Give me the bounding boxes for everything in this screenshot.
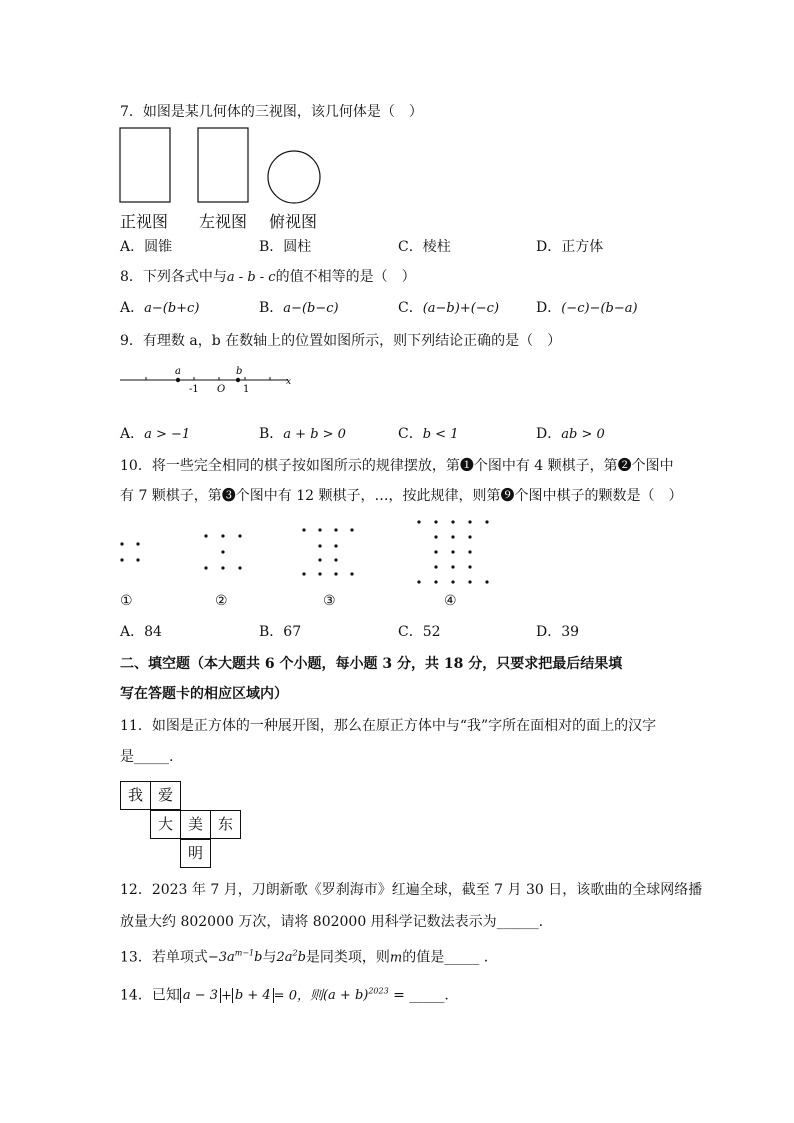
net-cell-dong: 东 [210, 810, 241, 839]
front-view-rect [120, 128, 170, 202]
q8-option-a: A．a−(b+c) [120, 300, 200, 316]
q10-stem-line1: 10．将一些完全相同的棋子按如图所示的规律摆放，第❶个图中有 4 颗棋子，第❷个图中 [120, 458, 674, 474]
q7-option-d: D．正方体 [536, 239, 604, 255]
q9-option-a: A．a > −1 [120, 426, 191, 442]
label-neg1: -1 [189, 384, 199, 395]
pattern-2 [204, 534, 241, 569]
net-cell-da: 大 [150, 810, 181, 839]
q10-option-a: A．84 [120, 624, 162, 640]
label-x: x [286, 377, 292, 387]
label-a: a [175, 366, 181, 377]
q14-abs-2: b + 4 [232, 988, 274, 1003]
top-view-label: 俯视图 [269, 212, 318, 231]
q8-stem-expr: a - b - c [226, 270, 276, 285]
side-view-rect [198, 128, 248, 202]
label-o: O [217, 384, 226, 395]
q10-option-d: D．39 [536, 624, 580, 640]
section2-heading-line2: 写在答题卡的相应区域内） [120, 686, 288, 702]
label-1: 1 [243, 384, 250, 395]
q10-option-c: C．52 [398, 624, 441, 640]
q8-option-d: D．(−c)−(b−a) [536, 300, 638, 316]
q14-abs-1: a − 3 [180, 988, 221, 1003]
q8-stem-pre: 8．下列各式中与 [120, 269, 227, 285]
three-views-figure [118, 126, 328, 208]
pattern-3 [302, 528, 353, 575]
q10-stem-line2: 有 7 颗棋子，第❸个图中有 12 颗棋子，…，按此规律，则第❾个图中棋子的颗数是（ ） [120, 488, 683, 504]
figure-label-2: ② [215, 593, 228, 609]
figure-label-3: ③ [323, 593, 336, 609]
section2-heading-line1: 二、填空题（本大题共 6 个小题，每小题 3 分，共 18 分，只要求把最后结果填 [120, 656, 623, 672]
q13-monomial-2: $2a^2b$ [276, 949, 306, 966]
q9-option-c: C．b < 1 [398, 426, 459, 442]
q7-option-b: B．圆柱 [259, 239, 312, 255]
figure-label-4: ④ [444, 593, 457, 609]
q7-option-a: A．圆锥 [120, 239, 173, 255]
net-cell-mei: 美 [180, 810, 211, 839]
point-a [176, 378, 180, 382]
pattern-1 [120, 542, 139, 561]
q9-stem: 9．有理数 a，b 在数轴上的位置如图所示，则下列结论正确的是（ ） [120, 333, 562, 349]
q14-stem: 14．已知 a − 3 + b + 4 = 0，则$(a + b)^{2023}$ = _____. [120, 987, 449, 1004]
figure-label-1: ① [120, 593, 133, 609]
q8-stem-post: 的值不相等的是（ ） [275, 269, 416, 285]
q7-stem: 7．如图是某几何体的三视图，该几何体是（ ） [120, 104, 423, 120]
point-b [236, 378, 240, 382]
q13-monomial-1: $-3a^{m-1}b$ [207, 949, 263, 966]
q7-option-c: C．棱柱 [398, 239, 451, 255]
net-cell-ming: 明 [180, 839, 211, 868]
side-view-label: 左视图 [199, 212, 248, 231]
q8-stem [120, 267, 416, 288]
pattern-4 [417, 520, 488, 583]
q13-stem: 13．若单项式$-3a^{m-1}b$与$2a^2b$是同类项，则m的值是_____ . [120, 949, 489, 966]
net-cell-wo: 我 [120, 781, 151, 810]
q11-stem-line1: 11．如图是正方体的一种展开图，那么在原正方体中与“我”字所在面相对的面上的汉字 [120, 718, 657, 734]
front-view-label: 正视图 [120, 212, 169, 231]
label-b: b [236, 366, 243, 377]
q8-option-b: B．a−(b−c) [259, 300, 339, 316]
chess-pattern-figure [110, 512, 510, 592]
q8-option-c: C．(a−b)+(−c) [398, 300, 500, 316]
q9-option-b: B．a + b > 0 [259, 426, 346, 442]
q10-option-b: B．67 [259, 624, 302, 640]
q9-option-d: D．ab > 0 [536, 426, 605, 442]
q14-power: $(a + b)^{2023}$ [322, 987, 389, 1004]
q11-stem-line2: 是_____. [120, 749, 174, 765]
q12-line2: 放量大约 802000 万次，请将 802000 用科学记数法表示为______. [120, 914, 544, 930]
net-cell-ai: 爱 [150, 781, 181, 810]
q12-line1: 12．2023 年 7 月，刀朗新歌《罗刹海市》红遍全球，截至 7 月 30 日，该歌曲的全球网络播 [120, 882, 703, 898]
top-view-circle [268, 151, 320, 203]
number-line-figure [118, 362, 308, 396]
